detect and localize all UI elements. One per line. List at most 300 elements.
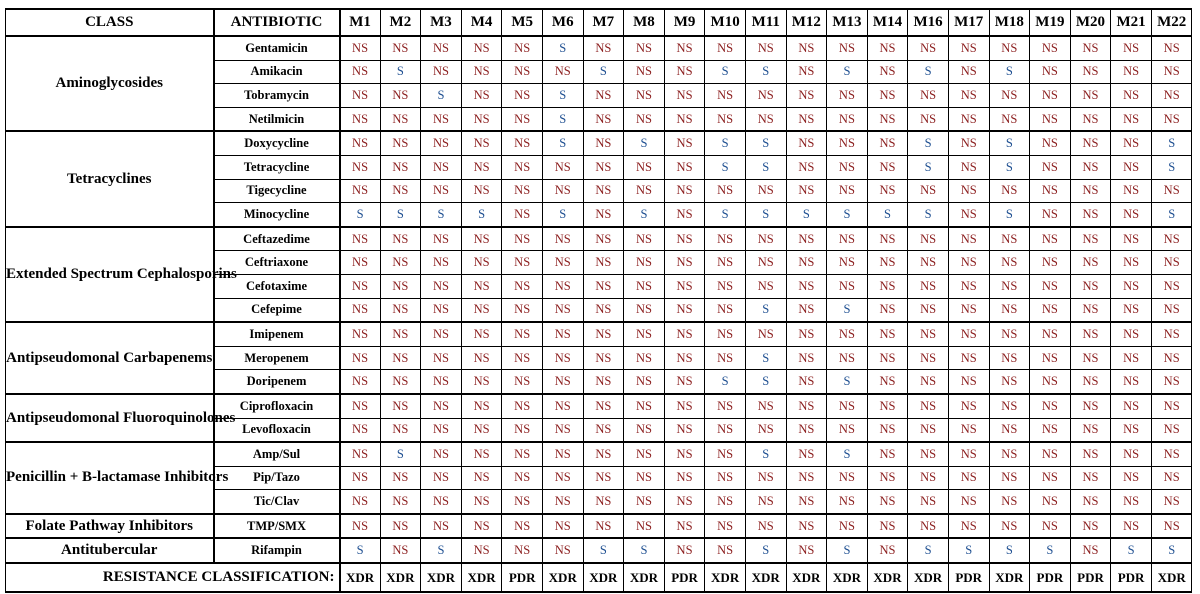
susceptibility-cell: S (705, 60, 746, 84)
susceptibility-cell: NS (583, 370, 624, 394)
susceptibility-cell: NS (948, 107, 989, 131)
susceptibility-cell: NS (583, 274, 624, 298)
header-isolate-m20: M20 (1070, 9, 1111, 36)
susceptibility-cell: NS (1030, 36, 1071, 60)
susceptibility-cell: NS (340, 131, 381, 155)
susceptibility-cell: S (827, 298, 868, 322)
susceptibility-cell: NS (583, 346, 624, 370)
susceptibility-cell: NS (786, 60, 827, 84)
susceptibility-cell: NS (502, 203, 543, 227)
susceptibility-cell: S (827, 442, 868, 466)
susceptibility-cell: NS (664, 227, 705, 251)
susceptibility-cell: NS (461, 466, 502, 490)
susceptibility-cell: NS (624, 36, 665, 60)
susceptibility-cell: NS (948, 155, 989, 179)
susceptibility-cell: NS (989, 442, 1030, 466)
resistance-classification-cell: XDR (542, 563, 583, 592)
susceptibility-cell: NS (624, 466, 665, 490)
susceptibility-cell: S (1151, 155, 1192, 179)
susceptibility-cell: NS (786, 36, 827, 60)
susceptibility-cell: NS (745, 418, 786, 442)
susceptibility-cell: NS (1151, 490, 1192, 514)
susceptibility-cell: NS (1151, 370, 1192, 394)
susceptibility-cell: S (1151, 131, 1192, 155)
susceptibility-cell: NS (827, 131, 868, 155)
susceptibility-cell: S (745, 346, 786, 370)
susceptibility-cell: NS (705, 466, 746, 490)
resistance-classification-cell: PDR (502, 563, 543, 592)
susceptibility-cell: NS (502, 418, 543, 442)
susceptibility-cell: NS (542, 227, 583, 251)
susceptibility-cell: NS (867, 370, 908, 394)
susceptibility-cell: S (380, 60, 421, 84)
resistance-classification-cell: XDR (1151, 563, 1192, 592)
susceptibility-cell: NS (745, 36, 786, 60)
susceptibility-cell: NS (461, 179, 502, 203)
susceptibility-cell: NS (421, 131, 462, 155)
resistance-classification-label: RESISTANCE CLASSIFICATION: (6, 563, 340, 592)
susceptibility-cell: S (989, 155, 1030, 179)
susceptibility-cell: NS (1030, 418, 1071, 442)
susceptibility-cell: S (908, 155, 949, 179)
susceptibility-cell: NS (989, 227, 1030, 251)
susceptibility-cell: NS (908, 227, 949, 251)
susceptibility-cell: NS (867, 346, 908, 370)
susceptibility-cell: S (745, 538, 786, 563)
susceptibility-cell: S (989, 203, 1030, 227)
resistance-classification-cell: XDR (827, 563, 868, 592)
susceptibility-cell: NS (1111, 274, 1152, 298)
susceptibility-cell: NS (786, 394, 827, 418)
susceptibility-cell: NS (461, 514, 502, 539)
susceptibility-cell: S (421, 203, 462, 227)
header-isolate-m16: M16 (908, 9, 949, 36)
susceptibility-cell: NS (1151, 251, 1192, 275)
susceptibility-cell: NS (1070, 155, 1111, 179)
susceptibility-cell: NS (340, 346, 381, 370)
susceptibility-cell: NS (827, 466, 868, 490)
susceptibility-cell: NS (340, 322, 381, 346)
susceptibility-cell: NS (583, 155, 624, 179)
susceptibility-cell: NS (461, 442, 502, 466)
susceptibility-cell: NS (948, 203, 989, 227)
susceptibility-cell: NS (908, 490, 949, 514)
susceptibility-cell: NS (380, 179, 421, 203)
susceptibility-cell: S (948, 538, 989, 563)
susceptibility-cell: NS (948, 442, 989, 466)
susceptibility-cell: NS (908, 322, 949, 346)
susceptibility-cell: S (624, 538, 665, 563)
susceptibility-cell: NS (867, 155, 908, 179)
susceptibility-cell: NS (745, 251, 786, 275)
susceptibility-cell: NS (1151, 298, 1192, 322)
susceptibility-cell: NS (624, 155, 665, 179)
susceptibility-cell: NS (461, 36, 502, 60)
susceptibility-cell: NS (1111, 490, 1152, 514)
susceptibility-cell: NS (989, 179, 1030, 203)
header-isolate-m2: M2 (380, 9, 421, 36)
susceptibility-cell: NS (948, 490, 989, 514)
susceptibility-cell: NS (786, 490, 827, 514)
antibiotic-label: Ceftriaxone (214, 251, 340, 275)
susceptibility-cell: NS (421, 322, 462, 346)
susceptibility-cell: NS (705, 346, 746, 370)
susceptibility-cell: NS (542, 298, 583, 322)
header-isolate-m1: M1 (340, 9, 381, 36)
susceptibility-cell: NS (624, 84, 665, 108)
susceptibility-cell: NS (908, 394, 949, 418)
susceptibility-cell: NS (1151, 274, 1192, 298)
antibiotic-label: Tic/Clav (214, 490, 340, 514)
susceptibility-cell: S (542, 36, 583, 60)
susceptibility-cell: NS (786, 514, 827, 539)
susceptibility-cell: NS (948, 36, 989, 60)
susceptibility-cell: NS (502, 155, 543, 179)
susceptibility-cell: NS (1070, 203, 1111, 227)
susceptibility-cell: NS (786, 370, 827, 394)
susceptibility-cell: NS (867, 251, 908, 275)
susceptibility-cell: NS (380, 251, 421, 275)
resistance-classification-cell: PDR (1070, 563, 1111, 592)
susceptibility-cell: NS (1070, 514, 1111, 539)
susceptibility-cell: NS (705, 274, 746, 298)
header-isolate-m7: M7 (583, 9, 624, 36)
table-row (6, 538, 1192, 563)
susceptibility-cell: S (745, 60, 786, 84)
susceptibility-cell: S (583, 538, 624, 563)
susceptibility-cell: NS (380, 227, 421, 251)
resistance-classification-cell: PDR (1111, 563, 1152, 592)
antibiotic-label: Tetracycline (214, 155, 340, 179)
susceptibility-cell: NS (664, 179, 705, 203)
susceptibility-cell: S (542, 84, 583, 108)
susceptibility-cell: NS (908, 418, 949, 442)
susceptibility-cell: NS (827, 490, 868, 514)
susceptibility-cell: NS (948, 298, 989, 322)
susceptibility-cell: NS (624, 394, 665, 418)
susceptibility-cell: NS (1070, 227, 1111, 251)
susceptibility-cell: NS (542, 442, 583, 466)
susceptibility-cell: NS (502, 514, 543, 539)
resistance-classification-cell: XDR (745, 563, 786, 592)
susceptibility-cell: NS (664, 131, 705, 155)
susceptibility-cell: NS (1070, 84, 1111, 108)
susceptibility-cell: NS (542, 466, 583, 490)
susceptibility-cell: NS (380, 36, 421, 60)
susceptibility-cell: S (1151, 203, 1192, 227)
susceptibility-cell: S (827, 203, 868, 227)
susceptibility-cell: NS (745, 322, 786, 346)
susceptibility-cell: NS (1030, 227, 1071, 251)
susceptibility-cell: S (827, 370, 868, 394)
susceptibility-cell: NS (867, 107, 908, 131)
susceptibility-cell: NS (664, 203, 705, 227)
header-isolate-m3: M3 (421, 9, 462, 36)
susceptibility-cell: NS (1070, 466, 1111, 490)
susceptibility-cell: NS (1111, 442, 1152, 466)
susceptibility-cell: NS (867, 418, 908, 442)
susceptibility-cell: NS (705, 36, 746, 60)
susceptibility-cell: NS (340, 394, 381, 418)
class-label: Penicillin + B-lactamase Inhibitors (6, 442, 214, 514)
susceptibility-cell: NS (989, 298, 1030, 322)
susceptibility-cell: NS (745, 179, 786, 203)
susceptibility-cell: NS (867, 538, 908, 563)
susceptibility-cell: NS (624, 107, 665, 131)
susceptibility-cell: NS (461, 60, 502, 84)
antibiotic-label: Doxycycline (214, 131, 340, 155)
susceptibility-cell: NS (1070, 274, 1111, 298)
susceptibility-cell: NS (827, 514, 868, 539)
susceptibility-cell: NS (989, 466, 1030, 490)
susceptibility-cell: NS (786, 131, 827, 155)
susceptibility-cell: NS (583, 322, 624, 346)
susceptibility-cell: S (542, 131, 583, 155)
susceptibility-cell: NS (1151, 466, 1192, 490)
susceptibility-cell: NS (705, 84, 746, 108)
susceptibility-cell: NS (340, 60, 381, 84)
resistance-classification-cell: PDR (664, 563, 705, 592)
susceptibility-cell: NS (867, 36, 908, 60)
susceptibility-cell: NS (745, 466, 786, 490)
susceptibility-cell: NS (542, 274, 583, 298)
susceptibility-cell: NS (1111, 179, 1152, 203)
susceptibility-cell: S (705, 155, 746, 179)
header-isolate-m18: M18 (989, 9, 1030, 36)
susceptibility-cell: NS (908, 84, 949, 108)
susceptibility-cell: NS (542, 490, 583, 514)
susceptibility-cell: NS (421, 155, 462, 179)
susceptibility-cell: NS (1030, 155, 1071, 179)
susceptibility-cell: NS (380, 131, 421, 155)
antibiotic-label: Amp/Sul (214, 442, 340, 466)
susceptibility-cell: NS (664, 107, 705, 131)
susceptibility-cell: NS (502, 466, 543, 490)
header-isolate-m10: M10 (705, 9, 746, 36)
susceptibility-cell: NS (786, 179, 827, 203)
susceptibility-cell: NS (583, 227, 624, 251)
susceptibility-cell: NS (867, 227, 908, 251)
susceptibility-cell: S (380, 203, 421, 227)
susceptibility-cell: NS (380, 346, 421, 370)
antibiotic-label: Ceftazedime (214, 227, 340, 251)
susceptibility-cell: NS (705, 418, 746, 442)
resistance-classification-cell: XDR (989, 563, 1030, 592)
susceptibility-cell: NS (502, 274, 543, 298)
header-class: CLASS (6, 9, 214, 36)
antibiotic-label: Rifampin (214, 538, 340, 563)
susceptibility-cell: NS (1070, 394, 1111, 418)
susceptibility-cell: NS (948, 322, 989, 346)
susceptibility-cell: NS (948, 394, 989, 418)
susceptibility-cell: NS (948, 251, 989, 275)
table-row (6, 131, 1192, 155)
susceptibility-cell: NS (989, 107, 1030, 131)
susceptibility-cell: NS (421, 227, 462, 251)
susceptibility-cell: NS (1070, 370, 1111, 394)
susceptibility-cell: NS (340, 514, 381, 539)
susceptibility-cell: NS (989, 394, 1030, 418)
susceptibility-cell: NS (745, 107, 786, 131)
susceptibility-cell: NS (1111, 107, 1152, 131)
header-isolate-m13: M13 (827, 9, 868, 36)
susceptibility-cell: NS (1030, 84, 1071, 108)
susceptibility-cell: NS (664, 274, 705, 298)
susceptibility-cell: NS (542, 60, 583, 84)
susceptibility-cell: NS (461, 394, 502, 418)
resistance-classification-cell: XDR (340, 563, 381, 592)
susceptibility-cell: NS (1151, 514, 1192, 539)
susceptibility-cell: NS (1111, 514, 1152, 539)
susceptibility-cell: NS (664, 418, 705, 442)
susceptibility-cell: NS (989, 274, 1030, 298)
susceptibility-cell: NS (827, 36, 868, 60)
susceptibility-cell: NS (421, 251, 462, 275)
susceptibility-cell: S (705, 131, 746, 155)
header-isolate-m12: M12 (786, 9, 827, 36)
susceptibility-cell: NS (1111, 155, 1152, 179)
susceptibility-cell: NS (1151, 394, 1192, 418)
susceptibility-cell: NS (461, 155, 502, 179)
susceptibility-cell: NS (461, 346, 502, 370)
table-row (6, 442, 1192, 466)
resistance-classification-cell: XDR (583, 563, 624, 592)
susceptibility-cell: NS (786, 466, 827, 490)
susceptibility-cell: NS (1151, 179, 1192, 203)
resistance-classification-cell: XDR (786, 563, 827, 592)
susceptibility-cell: NS (340, 298, 381, 322)
susceptibility-cell: NS (989, 346, 1030, 370)
susceptibility-cell: NS (664, 60, 705, 84)
susceptibility-cell: NS (380, 370, 421, 394)
susceptibility-cell: NS (705, 251, 746, 275)
susceptibility-cell: NS (664, 466, 705, 490)
susceptibility-cell: NS (1030, 251, 1071, 275)
susceptibility-cell: S (340, 538, 381, 563)
header-isolate-m11: M11 (745, 9, 786, 36)
header-antibiotic: ANTIBIOTIC (214, 9, 340, 36)
susceptibility-cell: NS (705, 298, 746, 322)
susceptibility-cell: NS (1070, 179, 1111, 203)
susceptibility-cell: NS (502, 36, 543, 60)
antibiotic-label: Meropenem (214, 346, 340, 370)
susceptibility-cell: NS (461, 227, 502, 251)
susceptibility-cell: NS (340, 490, 381, 514)
susceptibility-cell: NS (664, 155, 705, 179)
susceptibility-cell: NS (827, 274, 868, 298)
susceptibility-cell: NS (421, 514, 462, 539)
susceptibility-cell: NS (502, 251, 543, 275)
susceptibility-cell: NS (1070, 346, 1111, 370)
header-isolate-m4: M4 (461, 9, 502, 36)
susceptibility-cell: NS (948, 418, 989, 442)
susceptibility-cell: NS (908, 107, 949, 131)
susceptibility-cell: NS (340, 84, 381, 108)
susceptibility-cell: NS (502, 394, 543, 418)
antibiotic-label: Tigecycline (214, 179, 340, 203)
susceptibility-cell: NS (1030, 394, 1071, 418)
susceptibility-cell: NS (1030, 490, 1071, 514)
susceptibility-cell: NS (867, 179, 908, 203)
susceptibility-cell: NS (745, 514, 786, 539)
susceptibility-cell: NS (1111, 298, 1152, 322)
susceptibility-cell: NS (542, 514, 583, 539)
susceptibility-cell: NS (786, 418, 827, 442)
susceptibility-cell: NS (583, 466, 624, 490)
header-isolate-m14: M14 (867, 9, 908, 36)
susceptibility-cell: NS (989, 490, 1030, 514)
susceptibility-cell: S (745, 131, 786, 155)
header-isolate-m19: M19 (1030, 9, 1071, 36)
susceptibility-cell: S (1151, 538, 1192, 563)
susceptibility-cell: NS (461, 107, 502, 131)
susceptibility-cell: S (1030, 538, 1071, 563)
resistance-classification-cell: XDR (421, 563, 462, 592)
susceptibility-cell: NS (867, 298, 908, 322)
susceptibility-cell: NS (340, 274, 381, 298)
susceptibility-cell: NS (1111, 84, 1152, 108)
susceptibility-cell: S (827, 60, 868, 84)
susceptibility-cell: NS (1070, 442, 1111, 466)
susceptibility-cell: NS (461, 418, 502, 442)
header-isolate-m17: M17 (948, 9, 989, 36)
susceptibility-cell: NS (664, 251, 705, 275)
class-label: Antitubercular (6, 538, 214, 563)
susceptibility-cell: NS (745, 84, 786, 108)
susceptibility-cell: NS (1111, 203, 1152, 227)
susceptibility-cell: NS (1070, 538, 1111, 563)
header-isolate-m8: M8 (624, 9, 665, 36)
susceptibility-cell: NS (1111, 36, 1152, 60)
susceptibility-cell: S (745, 155, 786, 179)
susceptibility-cell: NS (908, 442, 949, 466)
susceptibility-cell: NS (786, 538, 827, 563)
susceptibility-cell: NS (1070, 322, 1111, 346)
susceptibility-cell: NS (664, 370, 705, 394)
class-label: Aminoglycosides (6, 36, 214, 131)
susceptibility-cell: NS (908, 370, 949, 394)
susceptibility-cell: NS (542, 346, 583, 370)
susceptibility-cell: NS (421, 490, 462, 514)
susceptibility-cell: NS (340, 107, 381, 131)
susceptibility-cell: NS (340, 466, 381, 490)
susceptibility-cell: NS (461, 538, 502, 563)
susceptibility-cell: NS (542, 418, 583, 442)
class-label: Tetracyclines (6, 131, 214, 226)
susceptibility-cell: NS (1070, 490, 1111, 514)
susceptibility-cell: NS (867, 274, 908, 298)
susceptibility-cell: NS (786, 84, 827, 108)
antibiotic-label: Cefotaxime (214, 274, 340, 298)
table-row (6, 36, 1192, 60)
susceptibility-cell: S (908, 131, 949, 155)
class-label: Antipseudomonal Fluoroquinolones (6, 394, 214, 442)
susceptibility-cell: NS (1111, 466, 1152, 490)
susceptibility-cell: NS (664, 36, 705, 60)
susceptibility-cell: NS (786, 155, 827, 179)
susceptibility-cell: NS (786, 346, 827, 370)
susceptibility-cell: NS (1030, 203, 1071, 227)
resistance-classification-row (6, 563, 1192, 592)
susceptibility-cell: NS (705, 322, 746, 346)
susceptibility-cell: NS (827, 155, 868, 179)
susceptibility-cell: S (340, 203, 381, 227)
susceptibility-cell: NS (583, 131, 624, 155)
susceptibility-cell: NS (705, 514, 746, 539)
susceptibility-cell: S (908, 538, 949, 563)
susceptibility-cell: NS (1070, 60, 1111, 84)
resistance-table-container (5, 8, 1192, 593)
